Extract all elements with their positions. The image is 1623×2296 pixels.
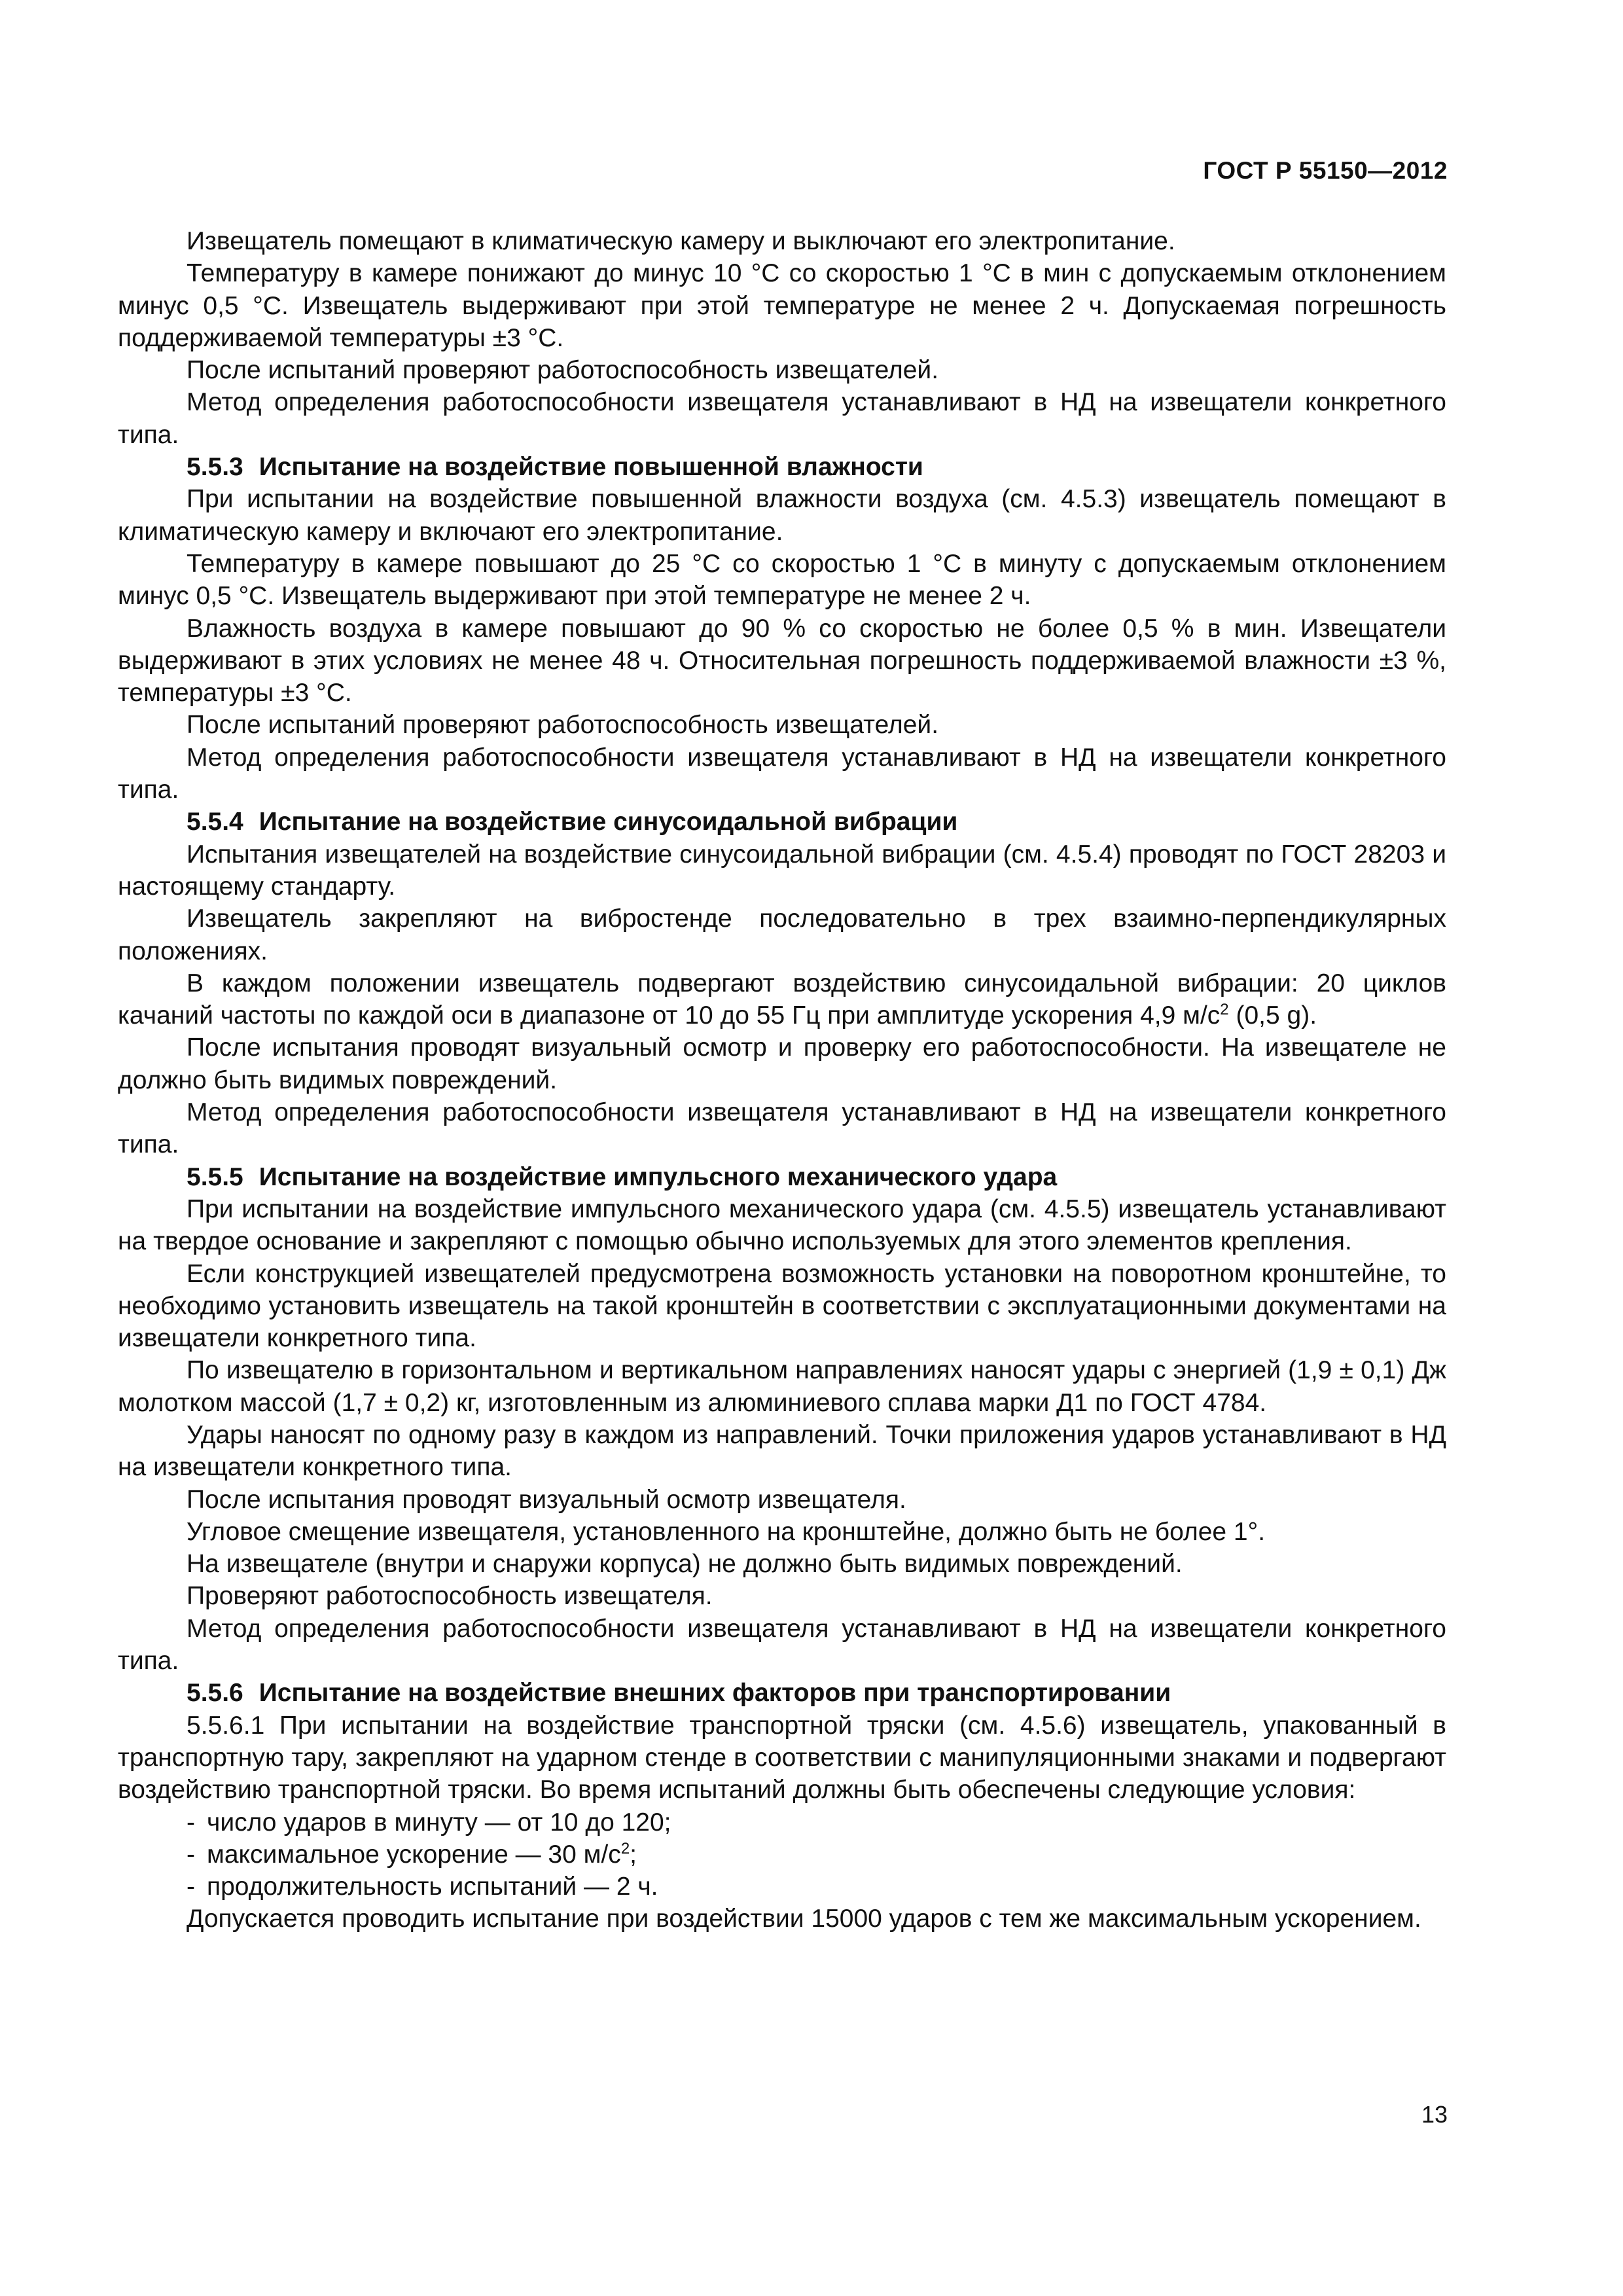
superscript: 2	[1220, 1001, 1229, 1019]
section-heading-5-5-6	[118, 1677, 1446, 1709]
section-heading-5-5-3	[118, 451, 1446, 483]
list-item-text: продолжительность испытаний — 2 ч.	[207, 1873, 658, 1901]
section-heading-5-5-4	[118, 806, 1446, 838]
list-item-text: число ударов в минуту — от 10 до 120;	[207, 1808, 671, 1837]
paragraph: Метод определения работоспособности извещателя устанавливают в НД на извещатели конкретного типа.	[118, 388, 1446, 449]
paragraph: Метод определения работоспособности извещателя устанавливают в НД на извещатели конкретного типа.	[118, 743, 1446, 804]
list-dash: -	[187, 1808, 195, 1837]
list-item-text: ;	[630, 1840, 637, 1869]
section-number: 5.5.5	[187, 1162, 243, 1191]
paragraph: Температуру в камере повышают до 25 °С со скоростью 1 °С в минуту с допускаемым отклонением минус 0,5 °С. Извещатель выдерживают при этой температуре не менее 2 ч.	[118, 549, 1446, 611]
page-number: 13	[1421, 2101, 1448, 2128]
section-number: 5.5.3	[187, 453, 243, 482]
paragraph: Удары наносят по одному разу в каждом из направлений. Точки приложения ударов устанавливают в НД на извещатели конкретного типа.	[118, 1420, 1446, 1482]
paragraph: Если конструкцией извещателей предусмотрена возможность установки на поворотном кронштейне, то необходимо установить извещатель на такой кронштейн в соответствии с эксплуатационными документами на извещатели конкретного типа.	[118, 1259, 1446, 1353]
document-body	[118, 225, 1446, 1935]
section-title: Испытание на воздействие внешних факторов при транспортировании	[259, 1679, 1171, 1708]
section-title: Испытание на воздействие повышенной влажности	[259, 453, 923, 482]
paragraph: Влажность воздуха в камере повышают до 90 % со скоростью не более 0,5 % в мин. Извещатели выдерживают в этих условиях не менее 48 ч. Относительная погрешность поддерживаемой влажности ±3 %, температуры ±3 °С.	[118, 614, 1446, 708]
list-item	[118, 1871, 1446, 1903]
superscript: 2	[620, 1839, 630, 1857]
paragraph: По извещателю в горизонтальном и вертикальном направлениях наносят удары с энергией (1,9 ± 0,1) Дж молотком массой (1,7 ± 0,2) кг, изготовленным из алюминиевого сплава марки Д1 по ГОСТ 4784.	[118, 1356, 1446, 1417]
paragraph: Метод определения работоспособности извещателя устанавливают в НД на извещатели конкретного типа.	[118, 1614, 1446, 1676]
list-item	[118, 1806, 1446, 1839]
paragraph: При испытании на воздействие импульсного механического удара (см. 4.5.5) извещатель устанавливают на твердое основание и закрепляют с помощью обычно используемых для этого элементов крепления.	[118, 1194, 1446, 1256]
section-number: 5.5.6	[187, 1679, 243, 1708]
paragraph: Извещатель помещают в климатическую камеру и выключают его электропитание.	[187, 227, 1175, 255]
list-dash: -	[187, 1840, 195, 1869]
list-dash: -	[187, 1873, 195, 1901]
paragraph: Извещатель закрепляют на вибростенде последовательно в трех взаимно-перпендикулярных положениях.	[118, 905, 1446, 965]
section-heading-5-5-5	[118, 1161, 1446, 1193]
paragraph: После испытания проводят визуальный осмотр извещателя.	[187, 1485, 906, 1514]
paragraph	[118, 967, 1446, 1032]
paragraph: После испытания проводят визуальный осмотр и проверку его работоспособности. На извещателе не должно быть видимых повреждений.	[118, 1033, 1446, 1094]
paragraph: 5.5.6.1 При испытании на воздействие транспортной тряски (см. 4.5.6) извещатель, упакованный в транспортную тару, закрепляют на ударном стенде в соответствии с манипуляционными знаками и подвергают воздействию транспортной тряски. Во время испытаний должны быть обеспечены следующие условия:	[118, 1711, 1446, 1804]
paragraph: При испытании на воздействие повышенной влажности воздуха (см. 4.5.3) извещатель помещают в климатическую камеру и включают его электропитание.	[118, 485, 1446, 546]
paragraph: Допускается проводить испытание при воздействии 15000 ударов с тем же максимальным ускорением.	[187, 1905, 1421, 1933]
section-number: 5.5.4	[187, 808, 243, 836]
list-item-text: максимальное ускорение — 30 м/с	[207, 1840, 621, 1869]
paragraph: Проверяют работоспособность извещателя.	[187, 1582, 713, 1611]
paragraph-text: В каждом положении извещатель подвергают воздействию синусоидальной вибрации: 20 циклов качаний частоты по каждой оси в диапазоне от 10 до 55 Гц при амплитуде ускорения 4,9 м/с	[118, 969, 1446, 1030]
section-title: Испытание на воздействие синусоидальной вибрации	[259, 808, 958, 836]
list-item	[118, 1839, 1446, 1871]
paragraph: На извещателе (внутри и снаружи корпуса) не должно быть видимых повреждений.	[187, 1550, 1183, 1579]
paragraph: После испытаний проверяют работоспособность извещателей.	[187, 356, 939, 385]
paragraph: Метод определения работоспособности извещателя устанавливают в НД на извещатели конкретного типа.	[118, 1098, 1446, 1159]
paragraph: Температуру в камере понижают до минус 10 °С со скоростью 1 °С в мин с допускаемым отклонением минус 0,5 °С. Извещатель выдерживают при этой температуре не менее 2 ч. Допускаемая погрешность поддерживаемой температуры ±3 °С.	[118, 259, 1446, 352]
document-code: ГОСТ Р 55150—2012	[1203, 157, 1448, 184]
paragraph: После испытаний проверяют работоспособность извещателей.	[187, 711, 939, 740]
paragraph: Угловое смещение извещателя, установленного на кронштейне, должно быть не более 1°.	[187, 1517, 1266, 1546]
paragraph-text: (0,5 g).	[1228, 1001, 1317, 1030]
section-title: Испытание на воздействие импульсного механического удара	[259, 1162, 1058, 1191]
paragraph: Испытания извещателей на воздействие синусоидальной вибрации (см. 4.5.4) проводят по ГОСТ 28203 и настоящему стандарту.	[118, 840, 1446, 901]
